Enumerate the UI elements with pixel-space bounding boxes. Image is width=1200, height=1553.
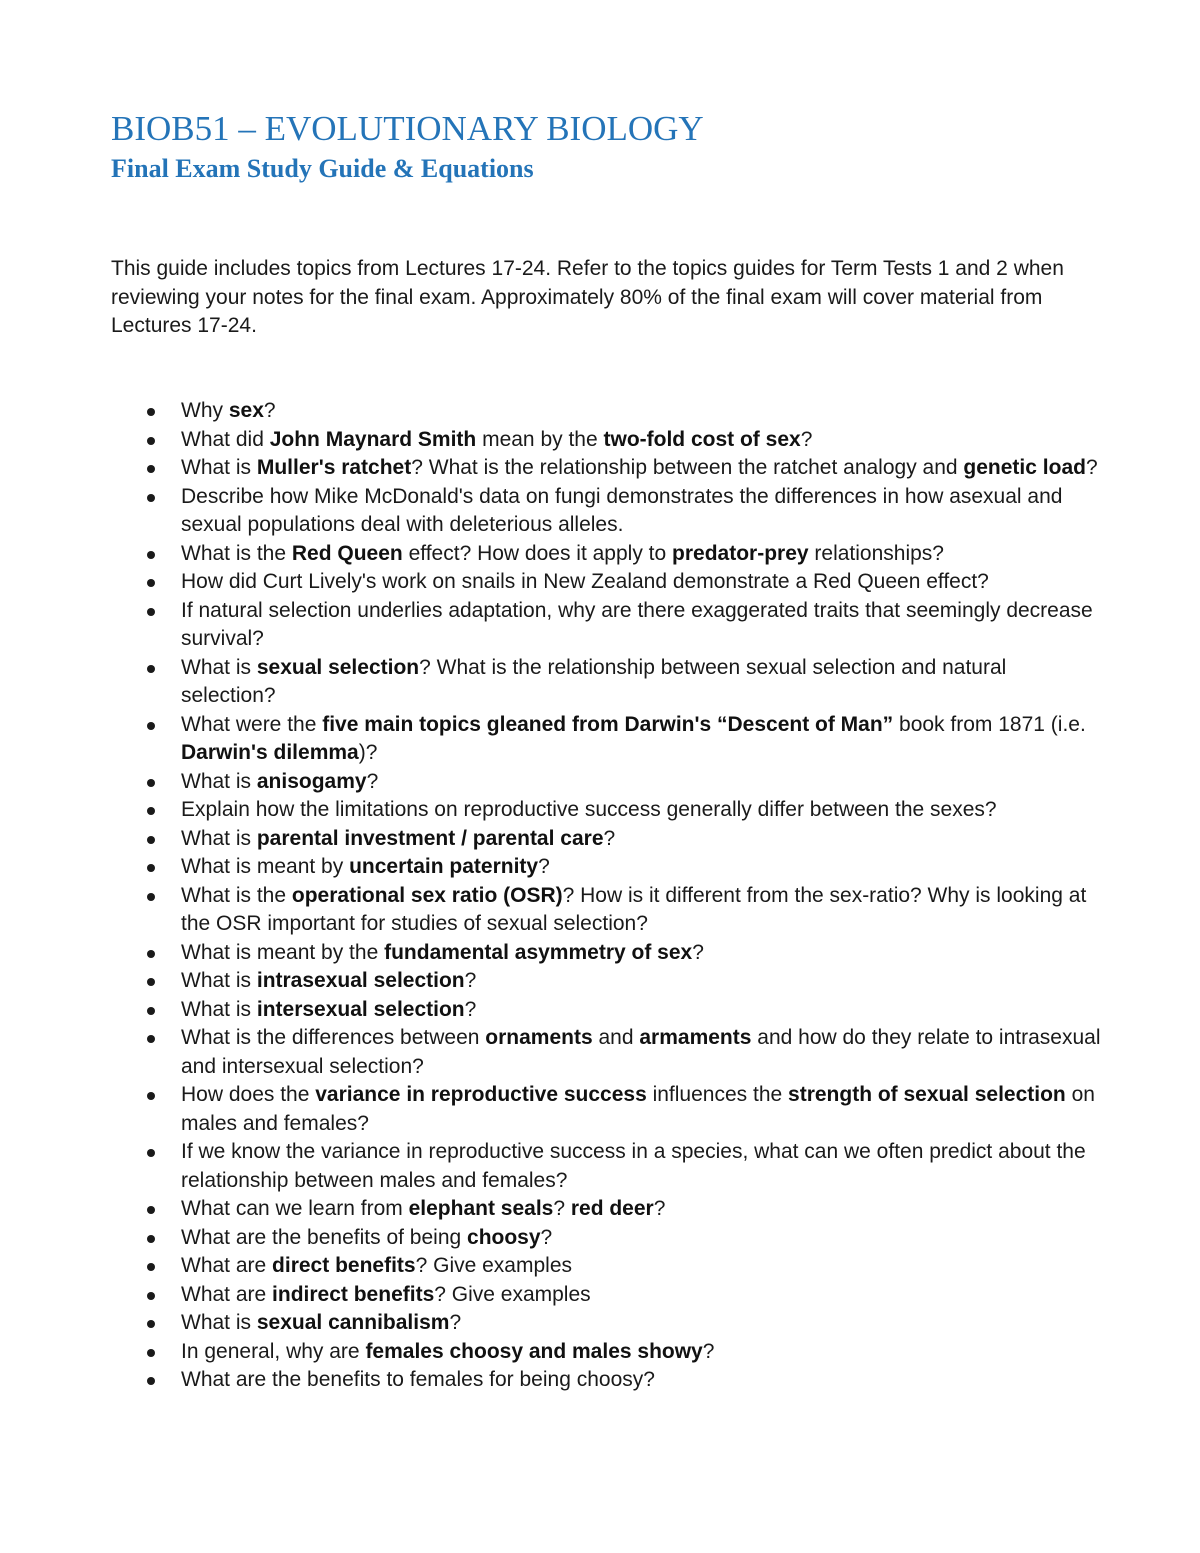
topic-text: What are the benefits to females for being choosy?	[181, 1368, 655, 1391]
topic-text: and	[592, 1026, 640, 1049]
bullet-icon	[147, 1377, 155, 1385]
bullet-icon	[147, 551, 155, 559]
topic-text: ?	[263, 399, 276, 422]
topic-text: How did Curt Lively's work on snails in New Zealand demonstrate a Red Queen effect?	[181, 570, 989, 593]
topic-item	[111, 967, 1101, 996]
topic-key-term: direct benefits	[272, 1254, 416, 1277]
topic-key-term: intersexual selection	[256, 997, 465, 1021]
topic-text: ? Give examples	[415, 1254, 572, 1277]
topic-item	[111, 1224, 1101, 1253]
topic-text: Why	[181, 399, 229, 422]
topic-text: effect? How does it apply to	[402, 541, 673, 565]
topic-text: ?	[1085, 456, 1098, 479]
topic-key-term: John Maynard Smith	[269, 427, 477, 451]
topic-text: What is	[181, 826, 257, 850]
topic-item	[111, 654, 1101, 711]
topic-key-term: operational sex ratio (OSR)	[291, 883, 563, 907]
topic-item	[111, 1309, 1101, 1338]
topic-text: ?	[800, 427, 813, 451]
topic-text: book from 1871 (i.e.	[893, 712, 1086, 736]
bullet-icon	[147, 1035, 155, 1043]
topic-key-term: Muller's ratchet	[256, 456, 412, 479]
topic-text: ?	[603, 826, 616, 850]
bullet-icon	[147, 579, 155, 587]
topic-text: What is the	[181, 541, 292, 565]
topic-text: What are	[181, 1282, 273, 1306]
topic-text: ?	[538, 855, 550, 878]
topic-key-term: variance in reproductive success	[315, 1083, 647, 1106]
topic-key-term: intrasexual selection	[256, 969, 465, 992]
topic-item	[111, 540, 1101, 569]
topic-text: influences the	[646, 1083, 789, 1106]
topic-key-term: Red Queen	[291, 541, 403, 565]
topic-text: ? Give examples	[434, 1282, 591, 1306]
bullet-icon	[147, 408, 155, 416]
bullet-icon	[147, 1235, 155, 1243]
topic-text: If natural selection underlies adaptation, why are there exaggerated traits that seemingly decrease survival?	[181, 598, 1093, 650]
topic-text: ?	[540, 1225, 553, 1249]
topic-item	[111, 825, 1101, 854]
topic-key-term: armaments	[639, 1026, 752, 1049]
topic-item	[111, 796, 1101, 825]
topic-item	[111, 1195, 1101, 1224]
topic-text: ?	[366, 769, 379, 793]
bullet-icon	[147, 722, 155, 730]
topic-item	[111, 568, 1101, 597]
topic-text: relationships?	[808, 541, 944, 565]
topic-item	[111, 483, 1101, 540]
topic-key-term: red deer	[570, 1197, 654, 1220]
topic-text: Describe how Mike McDonald's data on fungi demonstrates the differences in how asexual and sexual populations deal with deleterious alleles.	[181, 484, 1063, 536]
topic-key-term: genetic load	[963, 456, 1086, 479]
topic-text: What were the	[181, 712, 323, 736]
topic-text: What are	[181, 1254, 273, 1277]
bullet-icon	[147, 1292, 155, 1300]
topic-text: ?	[692, 940, 704, 964]
topic-key-term: fundamental asymmetry of sex	[384, 940, 693, 964]
topic-text: ?	[449, 1311, 462, 1334]
document-subtitle: Final Exam Study Guide & Equations	[111, 154, 534, 183]
bullet-icon	[147, 608, 155, 616]
topic-key-term: ornaments	[485, 1026, 593, 1049]
bullet-icon	[147, 1007, 155, 1015]
topic-item	[111, 1366, 1101, 1395]
bullet-icon	[147, 893, 155, 901]
topic-key-term: strength of sexual selection	[788, 1083, 1066, 1106]
topic-key-term: parental investment / parental care	[256, 826, 604, 850]
bullet-icon	[147, 836, 155, 844]
topic-text: ?	[702, 1339, 715, 1363]
topic-text: )?	[358, 741, 378, 764]
bullet-icon	[147, 779, 155, 787]
bullet-icon	[147, 864, 155, 872]
topic-item	[111, 853, 1101, 882]
topic-text: What is meant by the	[181, 940, 385, 964]
topic-list	[111, 397, 1101, 1395]
bullet-icon	[147, 1206, 155, 1214]
topic-item	[111, 882, 1101, 939]
intro-paragraph: This guide includes topics from Lectures 17-24. Refer to the topics guides for Term Tests 1 and 2 when reviewing your notes for the final exam. Approximately 80% of the final exam will cover material from Lectures 17-24.	[111, 257, 1064, 337]
bullet-icon	[147, 1349, 155, 1357]
bullet-icon	[147, 807, 155, 815]
topic-text: What is the	[181, 883, 292, 907]
topic-text: ?	[553, 1197, 571, 1220]
topic-text: ? How is it different from the sex-ratio? Why is looking at the OSR important for studies of sexual selection?	[181, 883, 1087, 935]
bullet-icon	[147, 494, 155, 502]
topic-item	[111, 426, 1101, 455]
topic-item	[111, 1138, 1101, 1195]
topic-key-term: five main topics gleaned from Darwin's “Descent of Man”	[322, 712, 894, 736]
topic-item	[111, 1252, 1101, 1281]
topic-text: In general, why are	[181, 1339, 366, 1363]
topic-item	[111, 597, 1101, 654]
document-title: BIOB51 – EVOLUTIONARY BIOLOGY	[111, 109, 704, 148]
topic-text: ?	[464, 969, 477, 992]
bullet-icon	[147, 1092, 155, 1100]
topic-key-term: Darwin's dilemma	[181, 741, 359, 764]
topic-text: What is the differences between	[181, 1026, 486, 1049]
bullet-icon	[147, 978, 155, 986]
bullet-icon	[147, 1320, 155, 1328]
topic-item	[111, 1024, 1101, 1081]
topic-text: What is	[181, 769, 257, 793]
bullet-icon	[147, 465, 155, 473]
topic-text: What are the benefits of being	[181, 1225, 468, 1249]
topic-text: What is	[181, 456, 257, 479]
topic-item	[111, 996, 1101, 1025]
topic-key-term: predator-prey	[672, 541, 809, 565]
topic-key-term: indirect benefits	[272, 1282, 435, 1306]
topic-text: and how do they relate to intrasexual and intersexual selection?	[181, 1026, 1101, 1078]
topic-key-term: choosy	[467, 1225, 541, 1249]
topic-text: ? What is the relationship between sexual selection and natural selection?	[181, 655, 1007, 707]
bullet-icon	[147, 665, 155, 673]
topic-text: mean by the	[476, 427, 604, 451]
topic-key-term: elephant seals	[408, 1197, 554, 1220]
topic-text: What is meant by	[181, 855, 350, 878]
topic-key-term: two-fold cost of sex	[603, 427, 801, 451]
bullet-icon	[147, 1149, 155, 1157]
topic-item	[111, 939, 1101, 968]
topic-item	[111, 454, 1101, 483]
topic-text: ? What is the relationship between the ratchet analogy and	[411, 456, 964, 479]
topic-text: What is	[181, 997, 257, 1021]
topic-item	[111, 1281, 1101, 1310]
topic-text: What can we learn from	[181, 1197, 409, 1220]
topic-key-term: anisogamy	[256, 769, 367, 793]
bullet-icon	[147, 950, 155, 958]
topic-item	[111, 397, 1101, 426]
topic-text: Explain how the limitations on reproductive success generally differ between the sexes?	[181, 798, 997, 821]
topic-item	[111, 768, 1101, 797]
topic-key-term: females choosy and males showy	[365, 1339, 703, 1363]
bullet-icon	[147, 437, 155, 445]
topic-key-term: sexual selection	[256, 655, 420, 679]
topic-text: If we know the variance in reproductive success in a species, what can we often predict about the relationship between males and females?	[181, 1140, 1086, 1192]
topic-item	[111, 711, 1101, 768]
topic-text: What did	[181, 427, 270, 451]
topic-text: ?	[464, 997, 477, 1021]
bullet-icon	[147, 1263, 155, 1271]
topic-text: on males and females?	[181, 1083, 1095, 1135]
topic-item	[111, 1081, 1101, 1138]
topic-text: How does the	[181, 1083, 316, 1106]
topic-key-term: sexual cannibalism	[256, 1311, 450, 1334]
topic-key-term: sex	[228, 399, 264, 422]
topic-text: What is	[181, 655, 257, 679]
topic-key-term: uncertain paternity	[349, 855, 539, 878]
topic-text: What is	[181, 1311, 257, 1334]
topic-text: ?	[653, 1197, 666, 1220]
topic-text: What is	[181, 969, 257, 992]
topic-item	[111, 1338, 1101, 1367]
